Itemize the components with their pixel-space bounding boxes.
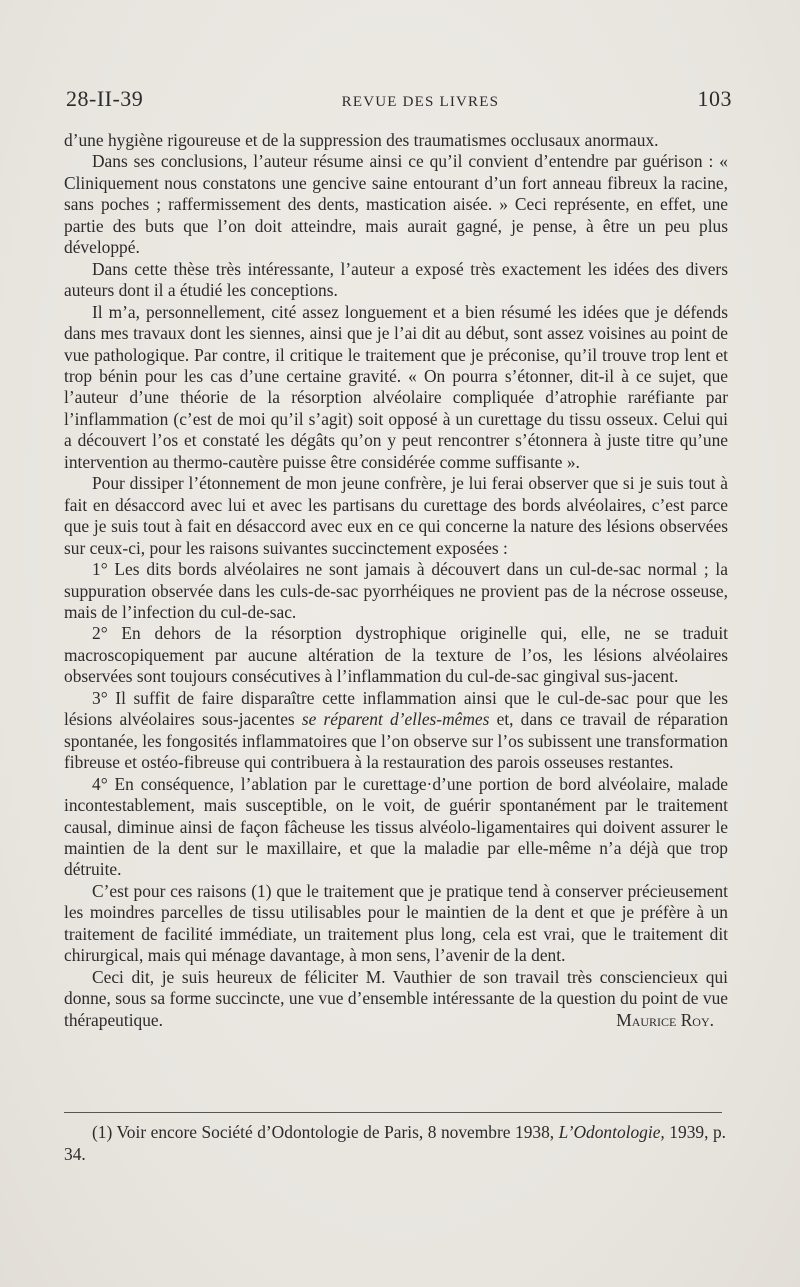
paragraph-point-1: 1° Les dits bords alvéolaires ne sont jamais à découvert dans un cul-de-sac normal ; la suppuration observée dans les culs-de-sac pyorrhéiques ne provient pas de la nécrose osseuse, mais de l’infection du cul-de-sac. [64, 559, 728, 622]
page-number: 103 [697, 86, 732, 111]
body-text [64, 130, 728, 1031]
text-run: 1939, p. 34. [64, 1122, 726, 1164]
journal-title: L’Odontologie, [558, 1122, 665, 1142]
paragraph-point-2: 2° En dehors de la résorption dystrophique originelle qui, elle, ne se traduit macroscopiquement par aucune altération de la texture de l’os, les lésions alvéolaires observées sont toujours consécutives à l’inflammation du cul-de-sac gingival sus-jacent. [64, 623, 728, 687]
author-signature: Maurice Roy. [616, 1009, 714, 1030]
footnote [64, 1122, 726, 1165]
paragraph-continuation: d’une hygiène rigoureuse et de la suppression des traumatismes occlusaux anormaux. [64, 130, 659, 150]
closing-paragraph [64, 967, 728, 1031]
paragraph-point-4: 4° En conséquence, l’ablation par le curettage·d’une portion de bord alvéolaire, malade incontestablement, mais susceptible, on le voit, de guérir spontanément par le traitement causal, diminue ainsi de façon fâcheuse les tissus alvéolo-ligamentaires qui doivent assurer le maintien de la dent sur le maxillaire, et que la maladie par elle-même n’a déjà que trop détruite. [64, 773, 728, 880]
paragraph: Pour dissiper l’étonnement de mon jeune confrère, je lui ferai observer que si je suis tout à fait en désaccord avec lui et avec les partisans du curettage des bords alvéolaires, c’est parce que je suis tout à fait en désaccord avec eux en ce qui concerne la nature des lésions observées sur ceux-ci, pour les raisons suivantes succinctement exposées : [64, 473, 728, 558]
footnote-divider [64, 1112, 722, 1113]
text-run: 3° Il suffit de faire disparaître cette inflammation ainsi que le cul-de-sac pour que les lésions alvéolaires sous-jacentes [64, 687, 728, 730]
running-header [66, 86, 732, 112]
closing-text: Ceci dit, je suis heureux de féliciter M. Vauthier de son travail très consciencieux qui donne, sous sa forme succincte, une vue d’ensemble intéressante de la question du point de vue thérapeutique. [64, 966, 728, 1030]
paragraph: C’est pour ces raisons (1) que le traitement que je pratique tend à conserver précieusement les moindres parcelles de tissu utilisables pour le maintien de la dent et que je préfère à un traitement de facilité immédiate, un traitement plus long, cela est vrai, que le traitement dit chirurgical, mais qui ménage davantage, à mon sens, l’avenir de la dent. [64, 880, 728, 966]
running-title: REVUE DES LIVRES [341, 94, 500, 110]
text-run: (1) Voir encore Société d’Odontologie de Paris, 8 novembre 1938, [92, 1122, 559, 1142]
paragraph: Dans cette thèse très intéressante, l’auteur a exposé très exactement les idées des divers auteurs dont il a étudié les conceptions. [64, 258, 728, 301]
italic-phrase: se réparent d’elles-mêmes [301, 709, 490, 730]
paragraph-point-3 [64, 688, 728, 774]
footnote-text [64, 1122, 726, 1165]
paragraph: Dans ses conclusions, l’auteur résume ainsi ce qu’il convient d’entendre par guérison : « Cliniquement nous constatons une gencive saine entourant d’un fort anneau fibreux la racine, sans poches ; raffermissement des dents, mastication aisée. » Ceci représente, en effet, une partie des buts que l’on doit atteindre, mais aurait gagné, je pense, à être un peu plus développé. [64, 151, 728, 258]
paragraph: Il m’a, personnellement, cité assez longuement et a bien résumé les idées que je défends dans mes travaux dont les siennes, ainsi que je l’ai dit au début, sont assez voisines au point de vue pathologique. Par contre, il critique le traitement que je préconise, qu’il trouve trop lent et trop bénin pour les cas d’une certaine gravité. « On pourra s’étonner, dit-il à ce sujet, que l’auteur d’une théorie de la résorption alvéolaire compliquée d’atrophie raréfiante par l’inflammation (c’est de moi qu’il s’agit) soit opposé à un curettage du tissu osseux. Celui qui a découvert l’os et constaté les dégâts qu’on y peut rencontrer s’étonnera à juste titre qu’une intervention au thermo-cautère puisse être considérée comme suffisante ». [64, 301, 728, 472]
issue-date: 28-II-39 [66, 86, 144, 111]
text-run: et, dans ce travail de réparation spontanée, les fongosités inflammatoires que l’on observe sur l’os subissent une transformation fibreuse et ostéo-fibreuse qui contribuera à la restauration des parois osseuses restantes. [64, 709, 729, 773]
